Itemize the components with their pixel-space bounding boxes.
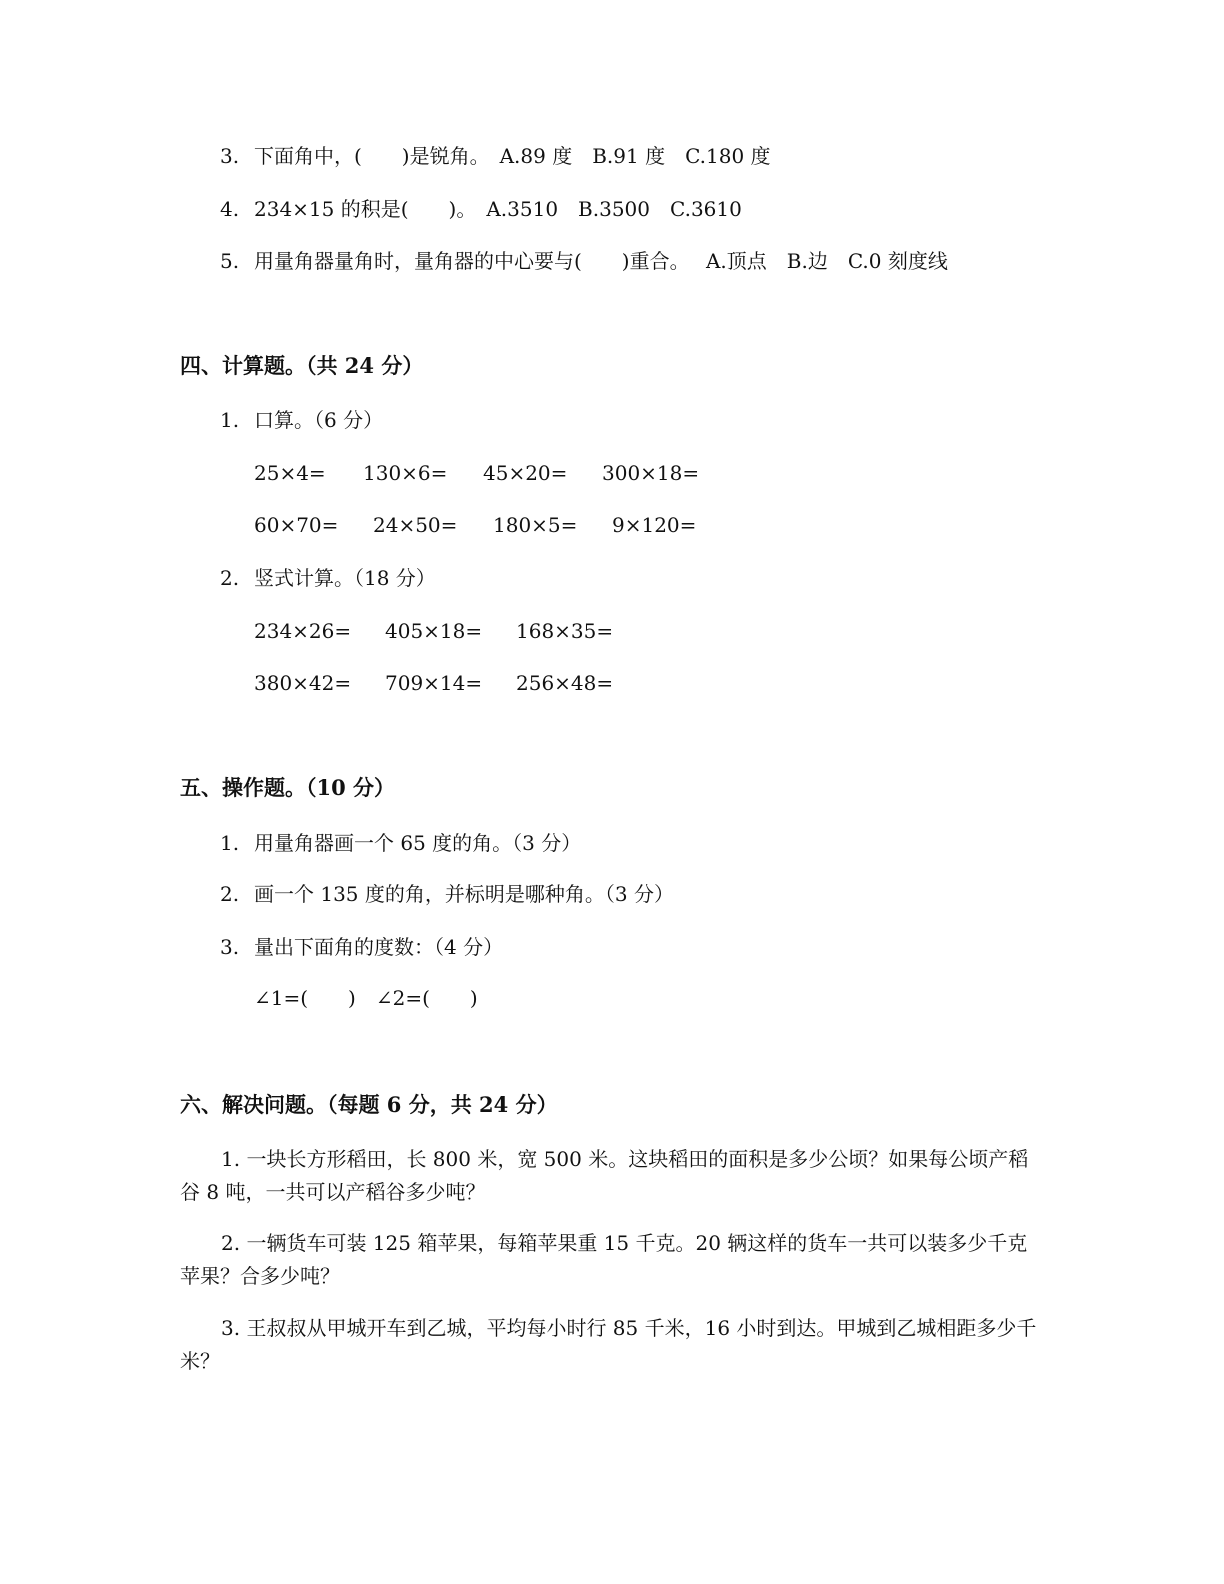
word-problem-1: 1. 一块长方形稻田，长 800 米，宽 500 米。这块稻田的面积是多少公顷？如果每公顷产稻谷 8 吨，一共可以产稻谷多少吨？ <box>180 1147 1029 1204</box>
oral-calc-item: 25×4= <box>254 461 326 485</box>
vertical-calc-item: 405×18= <box>385 619 483 643</box>
question-number: 3. <box>220 144 240 168</box>
question-text: 画一个 135 度的角，并标明是哪种角。（3 分） <box>254 882 674 906</box>
vertical-calc-item: 168×35= <box>516 619 614 643</box>
question-text: 用量角器量角时，量角器的中心要与( )重合。 A.顶点 B.边 C.0 刻度线 <box>254 249 948 273</box>
oral-calc-item: 24×50= <box>373 513 458 537</box>
oral-calc-item: 45×20= <box>483 461 568 485</box>
vertical-calc-row-2 <box>254 668 714 698</box>
section-5-question-1 <box>220 828 581 858</box>
section-4-question-1 <box>220 405 383 435</box>
word-problem-3: 3. 王叔叔从甲城开车到乙城，平均每小时行 85 千米，16 小时到达。甲城到乙城相距多少千米？ <box>180 1316 1037 1373</box>
oral-calc-row-1 <box>254 458 814 488</box>
choice-question-4 <box>220 194 742 224</box>
question-number: 1. <box>220 408 240 432</box>
oral-calc-item: 180×5= <box>493 513 578 537</box>
vertical-calc-row-1 <box>254 616 714 646</box>
question-number: 1. <box>220 831 240 855</box>
oral-calc-item: 300×18= <box>602 461 700 485</box>
word-problem-2: 2. 一辆货车可装 125 箱苹果，每箱苹果重 15 千克。20 辆这样的货车一共可以装多少千克苹果？合多少吨？ <box>180 1231 1028 1288</box>
question-text: 234×15 的积是( )。 A.3510 B.3500 C.3610 <box>254 197 742 221</box>
question-number: 4. <box>220 197 240 221</box>
section-5-question-2 <box>220 879 674 909</box>
question-text: 竖式计算。（18 分） <box>254 566 436 590</box>
section-6-heading: 六、解决问题。（每题 6 分，共 24 分） <box>180 1092 558 1117</box>
vertical-calc-item: 256×48= <box>516 671 614 695</box>
question-text: 下面角中，( )是锐角。 A.89 度 B.91 度 C.180 度 <box>254 144 771 168</box>
section-4-heading: 四、计算题。（共 24 分） <box>180 353 424 378</box>
oral-calc-item: 60×70= <box>254 513 339 537</box>
section-5-question-3 <box>220 932 503 962</box>
question-number: 2. <box>220 882 240 906</box>
vertical-calc-item: 234×26= <box>254 619 352 643</box>
section-5-heading: 五、操作题。（10 分） <box>180 775 396 800</box>
section-4-question-2 <box>220 563 436 593</box>
question-number: 2. <box>220 566 240 590</box>
question-text: 量出下面角的度数：（4 分） <box>254 935 504 959</box>
question-text: 口算。（6 分） <box>254 408 384 432</box>
question-number: 5. <box>220 249 240 273</box>
choice-question-3 <box>220 141 771 171</box>
question-text: 用量角器画一个 65 度的角。（3 分） <box>254 831 582 855</box>
choice-question-5 <box>220 246 948 276</box>
oral-calc-item: 9×120= <box>612 513 697 537</box>
question-number: 3. <box>220 935 240 959</box>
angle-measure-blanks: ∠1=( ) ∠2=( ) <box>254 986 478 1010</box>
oral-calc-item: 130×6= <box>363 461 448 485</box>
vertical-calc-item: 709×14= <box>385 671 483 695</box>
oral-calc-row-2 <box>254 510 814 540</box>
vertical-calc-item: 380×42= <box>254 671 352 695</box>
